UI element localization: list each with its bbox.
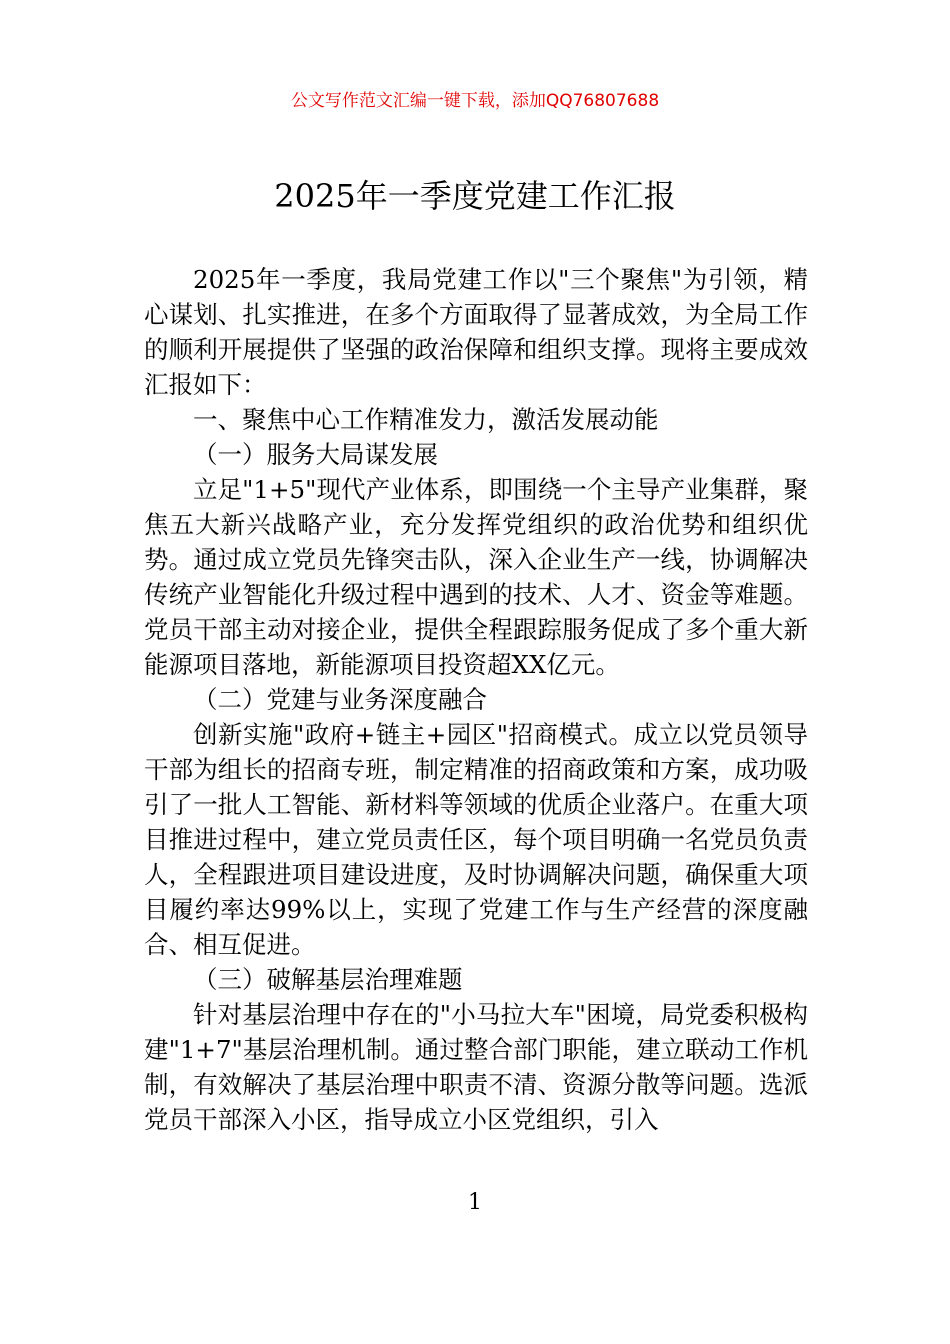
section-heading-1: 一、聚焦中心工作精准发力，激活发展动能	[193, 405, 659, 434]
document-body	[144, 262, 808, 1137]
intro-paragraph: 2025年一季度，我局党建工作以"三个聚焦"为引领，精心谋划、扎实推进，在多个方面取得了显著成效，为全局工作的顺利开展提供了坚强的政治保障和组织支撑。现将主要成效汇报如下：	[144, 265, 808, 399]
subsection-heading-1: （一）服务大局谋发展	[193, 440, 438, 469]
download-banner: 公文写作范文汇编一键下载，添加QQ76807688	[290, 91, 660, 111]
page-number: 1	[468, 1190, 482, 1215]
document-title: 2025年一季度党建工作汇报	[274, 177, 676, 215]
body-paragraph: 创新实施"政府+链主+园区"招商模式。成立以党员领导干部为组长的招商专班，制定精准的招商政策和方案，成功吸引了一批人工智能、新材料等领域的优质企业落户。在重大项目推进过程中，建立党员责任区，每个项目明确一名党员负责人，全程跟进项目建设进度，及时协调解决问题，确保重大项目履约率达99%以上，实现了党建工作与生产经营的深度融合、相互促进。	[144, 720, 808, 959]
body-paragraph: 针对基层治理中存在的"小马拉大车"困境，局党委积极构建"1+7"基层治理机制。通过整合部门职能，建立联动工作机制，有效解决了基层治理中职责不清、资源分散等问题。选派党员干部深入小区，指导成立小区党组织，引入	[144, 1000, 808, 1134]
subsection-heading-2: （二）党建与业务深度融合	[193, 685, 487, 714]
body-paragraph: 立足"1+5"现代产业体系，即围绕一个主导产业集群，聚焦五大新兴战略产业，充分发挥党组织的政治优势和组织优势。通过成立党员先锋突击队，深入企业生产一线，协调解决传统产业智能化升级过程中遇到的技术、人才、资金等难题。党员干部主动对接企业，提供全程跟踪服务促成了多个重大新能源项目落地，新能源项目投资超XX亿元。	[144, 475, 808, 679]
subsection-heading-3: （三）破解基层治理难题	[193, 965, 463, 994]
